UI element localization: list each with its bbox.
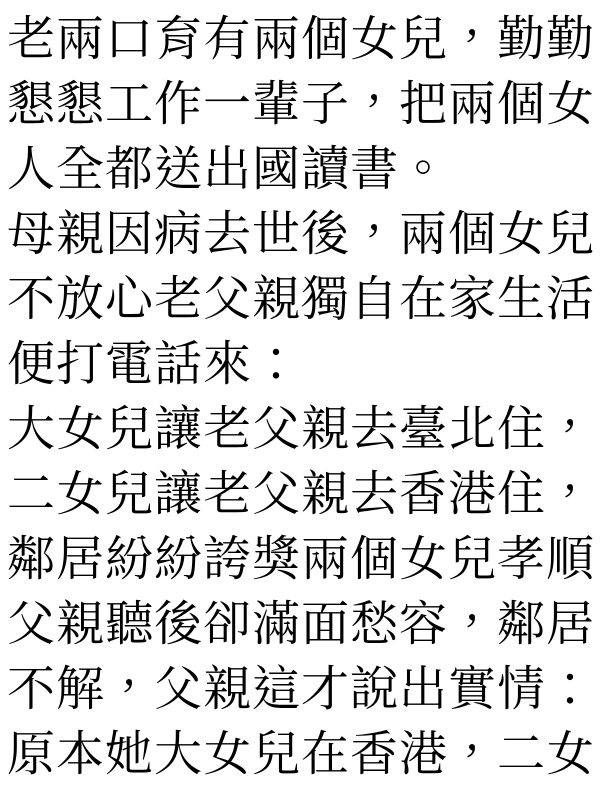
text-line: 父親聽後卻滿面愁容，鄰居: [7, 596, 596, 652]
text-line-partial: 原本她大女兒在香港，二女: [7, 726, 596, 782]
text-line: 大女兒讓老父親去臺北住，: [7, 401, 596, 457]
text-line: 不放心老父親獨自在家生活: [7, 271, 596, 327]
text-line: 人全都送出國讀書。: [7, 141, 449, 197]
text-line: 不解，父親這才說出實情：: [7, 661, 596, 717]
text-line: 母親因病去世後，兩個女兒: [7, 206, 596, 262]
text-line: 老兩口育有兩個女兒，勤勤: [7, 11, 596, 67]
text-line: 鄰居紛紛誇獎兩個女兒孝順: [7, 531, 596, 587]
text-line: 便打電話來：: [7, 336, 302, 392]
text-line: 懇懇工作一輩子，把兩個女: [7, 76, 596, 132]
text-line: 二女兒讓老父親去香港住，: [7, 466, 596, 522]
